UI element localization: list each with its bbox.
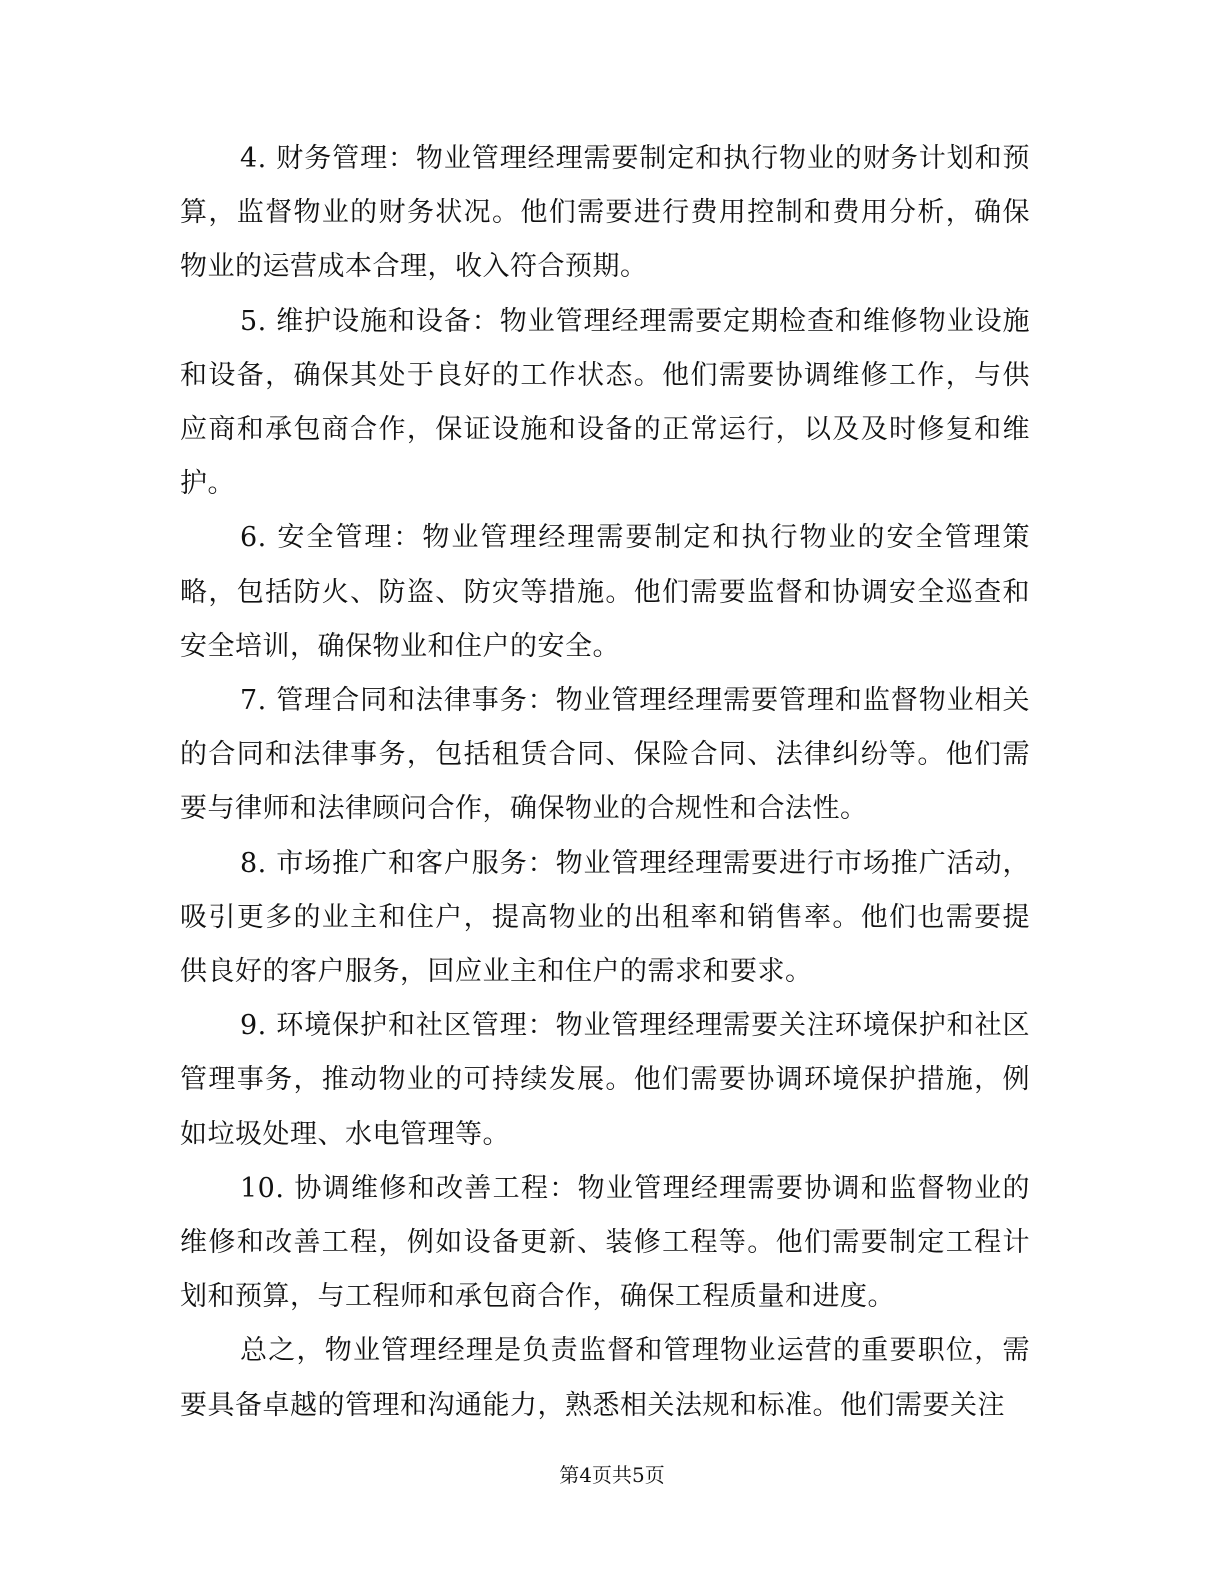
document-body — [180, 132, 1030, 1433]
paragraph-financial-management: 4. 财务管理：物业管理经理需要制定和执行物业的财务计划和预算，监督物业的财务状况。他们需要进行费用控制和费用分析，确保物业的运营成本合理，收入符合预期。 — [180, 143, 1030, 283]
paragraph-marketing-service: 8. 市场推广和客户服务：物业管理经理需要进行市场推广活动，吸引更多的业主和住户，提高物业的出租率和销售率。他们也需要提供良好的客户服务，回应业主和住户的需求和要求。 — [180, 847, 1030, 988]
paragraph-repair-projects: 10. 协调维修和改善工程：物业管理经理需要协调和监督物业的维修和改善工程，例如设备更新、装修工程等。他们需要制定工程计划和预算，与工程师和承包商合作，确保工程质量和进度。 — [180, 1172, 1030, 1313]
paragraph-summary: 总之，物业管理经理是负责监督和管理物业运营的重要职位，需要具备卓越的管理和沟通能力，熟悉相关法规和标准。他们需要关注 — [180, 1335, 1030, 1421]
paragraph-environment-community: 9. 环境保护和社区管理：物业管理经理需要关注环境保护和社区管理事务，推动物业的可持续发展。他们需要协调环境保护措施，例如垃圾处理、水电管理等。 — [180, 1010, 1030, 1150]
page-number-footer: 第4页共5页 — [559, 1463, 665, 1487]
paragraph-safety-management: 6. 安全管理：物业管理经理需要制定和执行物业的安全管理策略，包括防火、防盗、防灾等措施。他们需要监督和协调安全巡查和安全培训，确保物业和住户的安全。 — [180, 522, 1030, 662]
paragraph-contracts-legal: 7. 管理合同和法律事务：物业管理经理需要管理和监督物业相关的合同和法律事务，包括租赁合同、保险合同、法律纠纷等。他们需要与律师和法律顾问合作，确保物业的合规性和合法性。 — [180, 685, 1030, 825]
paragraph-facility-maintenance: 5. 维护设施和设备：物业管理经理需要定期检查和维修物业设施和设备，确保其处于良好的工作状态。他们需要协调维修工作，与供应商和承包商合作，保证设施和设备的正常运行，以及及时修复和维护。 — [180, 305, 1030, 500]
